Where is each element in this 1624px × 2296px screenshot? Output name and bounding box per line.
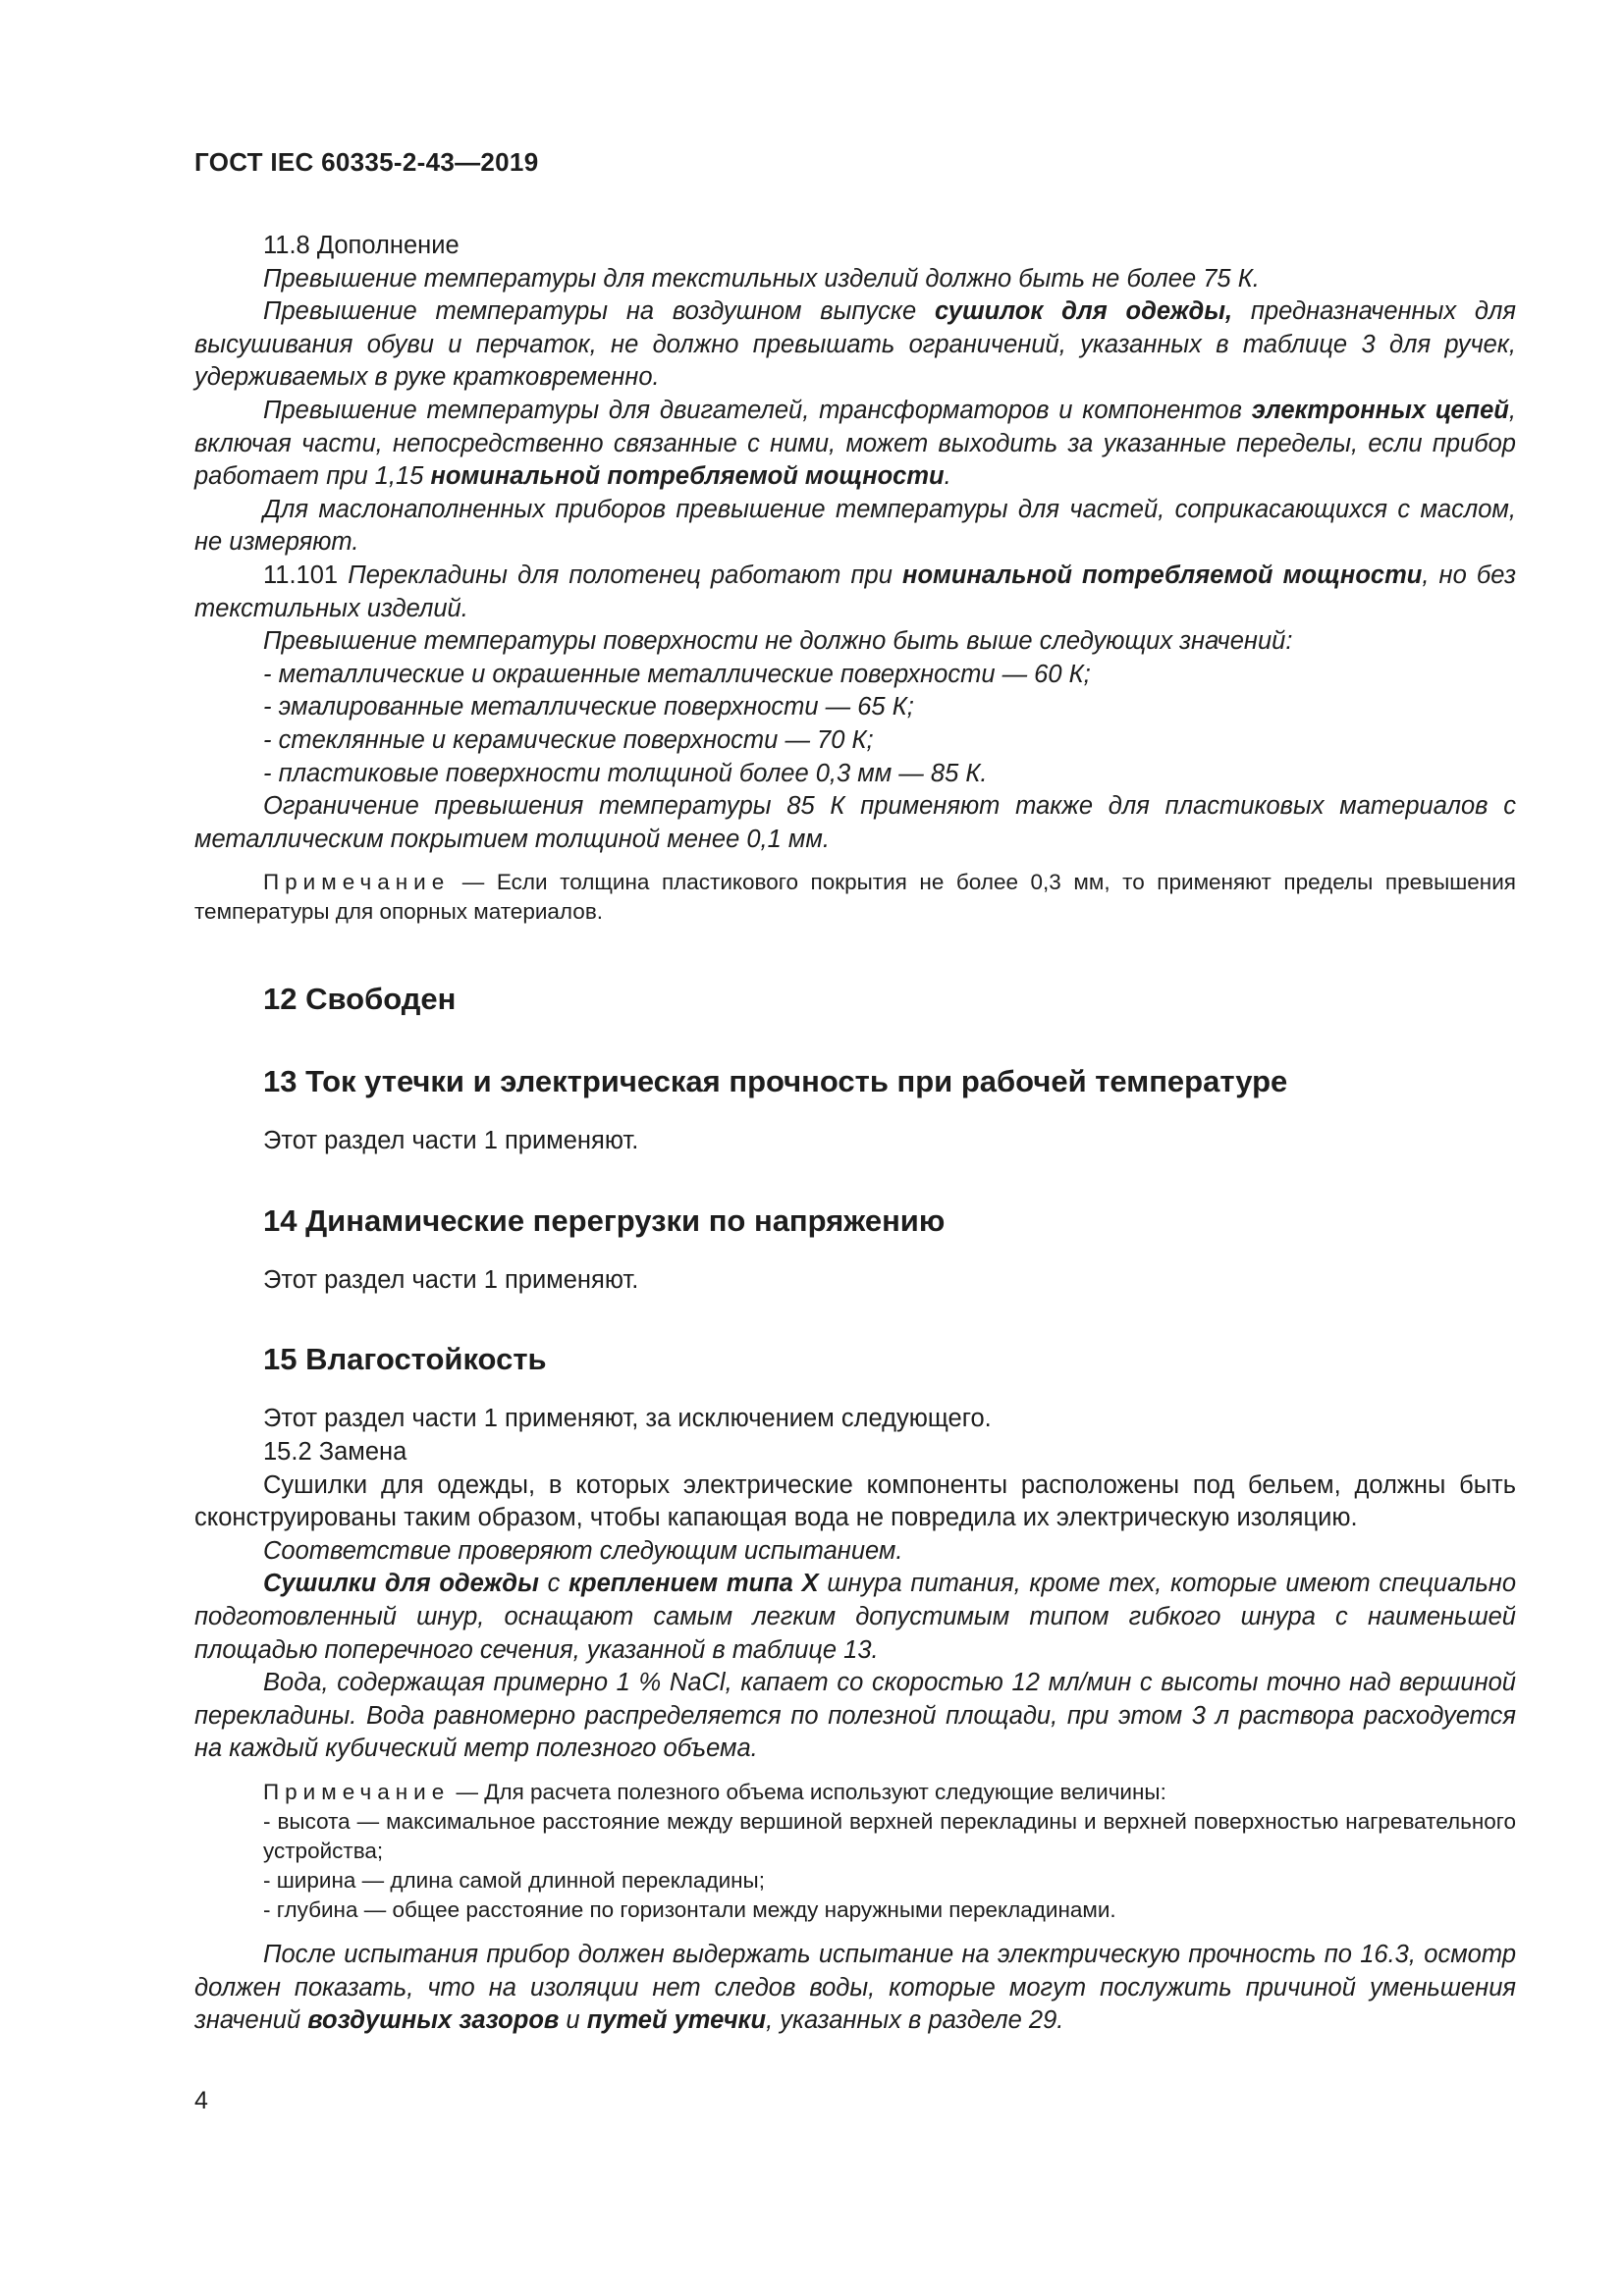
clause-15-2-para-4: Вода, содержащая примерно 1 % NaCl, капает со скоростью 12 мл/мин с высоты точно над вершиной перекладины. Вода равномерно распределяется по полезной площади, при этом 3 л раствора расходуется на каждый кубический метр полезного объема. xyxy=(194,1669,1516,1763)
section-13-heading: 13 Ток утечки и электрическая прочность при рабочей температуре xyxy=(263,1064,1288,1099)
term-clothes-dryers: сушилок для одежды, xyxy=(934,297,1233,326)
note-list-item: - глубина — общее расстояние по горизонтали между наружными перекладинами. xyxy=(263,1897,1116,1922)
term-creepage-distances: путей утечки xyxy=(586,2006,767,2035)
page-number: 4 xyxy=(194,2087,208,2114)
limit-list-item: - металлические и окрашенные металлические поверхности — 60 К; xyxy=(263,660,1091,688)
note-11-101: Примечание — Если толщина пластикового покрытия не более 0,3 мм, то применяют пределы превышения температуры для опорных материалов. xyxy=(194,870,1516,925)
section-14-heading: 14 Динамические перегрузки по напряжению xyxy=(263,1202,946,1238)
clause-11-101-number: 11.101 xyxy=(263,561,349,589)
note-label: Примечание xyxy=(263,1780,451,1804)
note-list-item: - ширина — длина самой длинной перекладины; xyxy=(263,1868,765,1893)
clause-11-8-para-3: Превышение температуры для двигателей, трансформаторов и компонентов электронных цепей, включая части, непосредственно связанные с ними, может выходить за указанные переделы, если прибор работает при 1,15 номинальной потребляемой мощности. xyxy=(194,396,1516,491)
note-label: Примечание xyxy=(263,870,451,895)
limit-list-item: - пластиковые поверхности толщиной более 0,3 мм — 85 К. xyxy=(263,759,988,787)
term-clearances: воздушных зазоров xyxy=(307,2006,560,2035)
section-14-text: Этот раздел части 1 применяют. xyxy=(263,1265,639,1294)
clause-15-2-para-1: Сушилки для одежды, в которых электрические компоненты расположены под бельем, должны быть сконструированы таким образом, чтобы капающая вода не повредила их электрическую изоляцию. xyxy=(194,1470,1516,1532)
note-list-item: - высота — максимальное расстояние между вершиной верхней перекладины и верхней поверхностью нагревательного устройства; xyxy=(263,1809,1516,1863)
limit-list-item: - эмалированные металлические поверхности — 65 К; xyxy=(263,693,914,721)
clause-11-8-para-2: Превышение температуры на воздушном выпуске сушилок для одежды, предназначенных для высушивания обуви и перчаток, не должно превышать ограничений, указанных в таблице 3 для ручек, удерживаемых в руке кратковременно. xyxy=(194,297,1517,392)
note-15-2: Примечание — Для расчета полезного объема используют следующие величины: xyxy=(263,1780,1166,1804)
clause-11-101-para-3: Ограничение превышения температуры 85 К применяют также для пластиковых материалов с металлическим покрытием толщиной менее 0,1 мм. xyxy=(194,792,1516,853)
term-rated-power-input-2: номинальной потребляемой мощности xyxy=(902,561,1423,589)
section-15-text: Этот раздел части 1 применяют, за исключением следующего. xyxy=(263,1405,992,1433)
clause-15-2-para-2: Соответствие проверяют следующим испытанием. xyxy=(263,1536,903,1565)
clause-11-8-para-1: Превышение температуры для текстильных изделий должно быть не более 75 К. xyxy=(263,264,1260,293)
clause-11-101-para-2: Превышение температуры поверхности не должно быть выше следующих значений: xyxy=(263,627,1293,656)
section-12-heading: 12 Свободен xyxy=(263,982,457,1017)
section-15-heading: 15 Влагостойкость xyxy=(263,1342,547,1377)
term-electronic-circuits: электронных цепей xyxy=(1251,396,1509,424)
document-body xyxy=(194,230,1516,2038)
term-type-x-attachment: креплением типа X xyxy=(568,1570,819,1598)
page-header: ГОСТ IEC 60335-2-43—2019 xyxy=(194,147,539,177)
section-13-text: Этот раздел части 1 применяют. xyxy=(263,1127,639,1155)
term-rated-power-input: номинальной потребляемой мощности xyxy=(430,462,945,491)
limit-list-item: - стеклянные и керамические поверхности — 70 К; xyxy=(263,725,874,754)
clause-11-8-para-4: Для маслонаполненных приборов превышение температуры для частей, соприкасающихся с маслом, не измеряют. xyxy=(194,495,1516,557)
clause-15-2-title: 15.2 Замена xyxy=(263,1438,407,1467)
clause-11-8-title: 11.8 Дополнение xyxy=(263,232,460,259)
term-clothes-dryers-2: Сушилки для одежды xyxy=(263,1570,539,1598)
clause-15-2-para-3: Сушилки для одежды с креплением типа X шнура питания, кроме тех, которые имеют специально подготовленный шнур, оснащают самым легким допустимым типом гибкого шнура с наименьшей площадью поперечного сечения, указанной в таблице 13. xyxy=(194,1570,1516,1664)
clause-15-2-para-5: После испытания прибор должен выдержать испытание на электрическую прочность по 16.3, осмотр должен показать, что на изоляции нет следов воды, которые могут послужить причиной уменьшения значений воздушных зазоров и путей утечки, указанных в разделе 29. xyxy=(194,1941,1516,2035)
clause-11-101-para-1: 11.101 Перекладины для полотенец работают при номинальной потребляемой мощности, но без текстильных изделий. xyxy=(194,561,1517,622)
